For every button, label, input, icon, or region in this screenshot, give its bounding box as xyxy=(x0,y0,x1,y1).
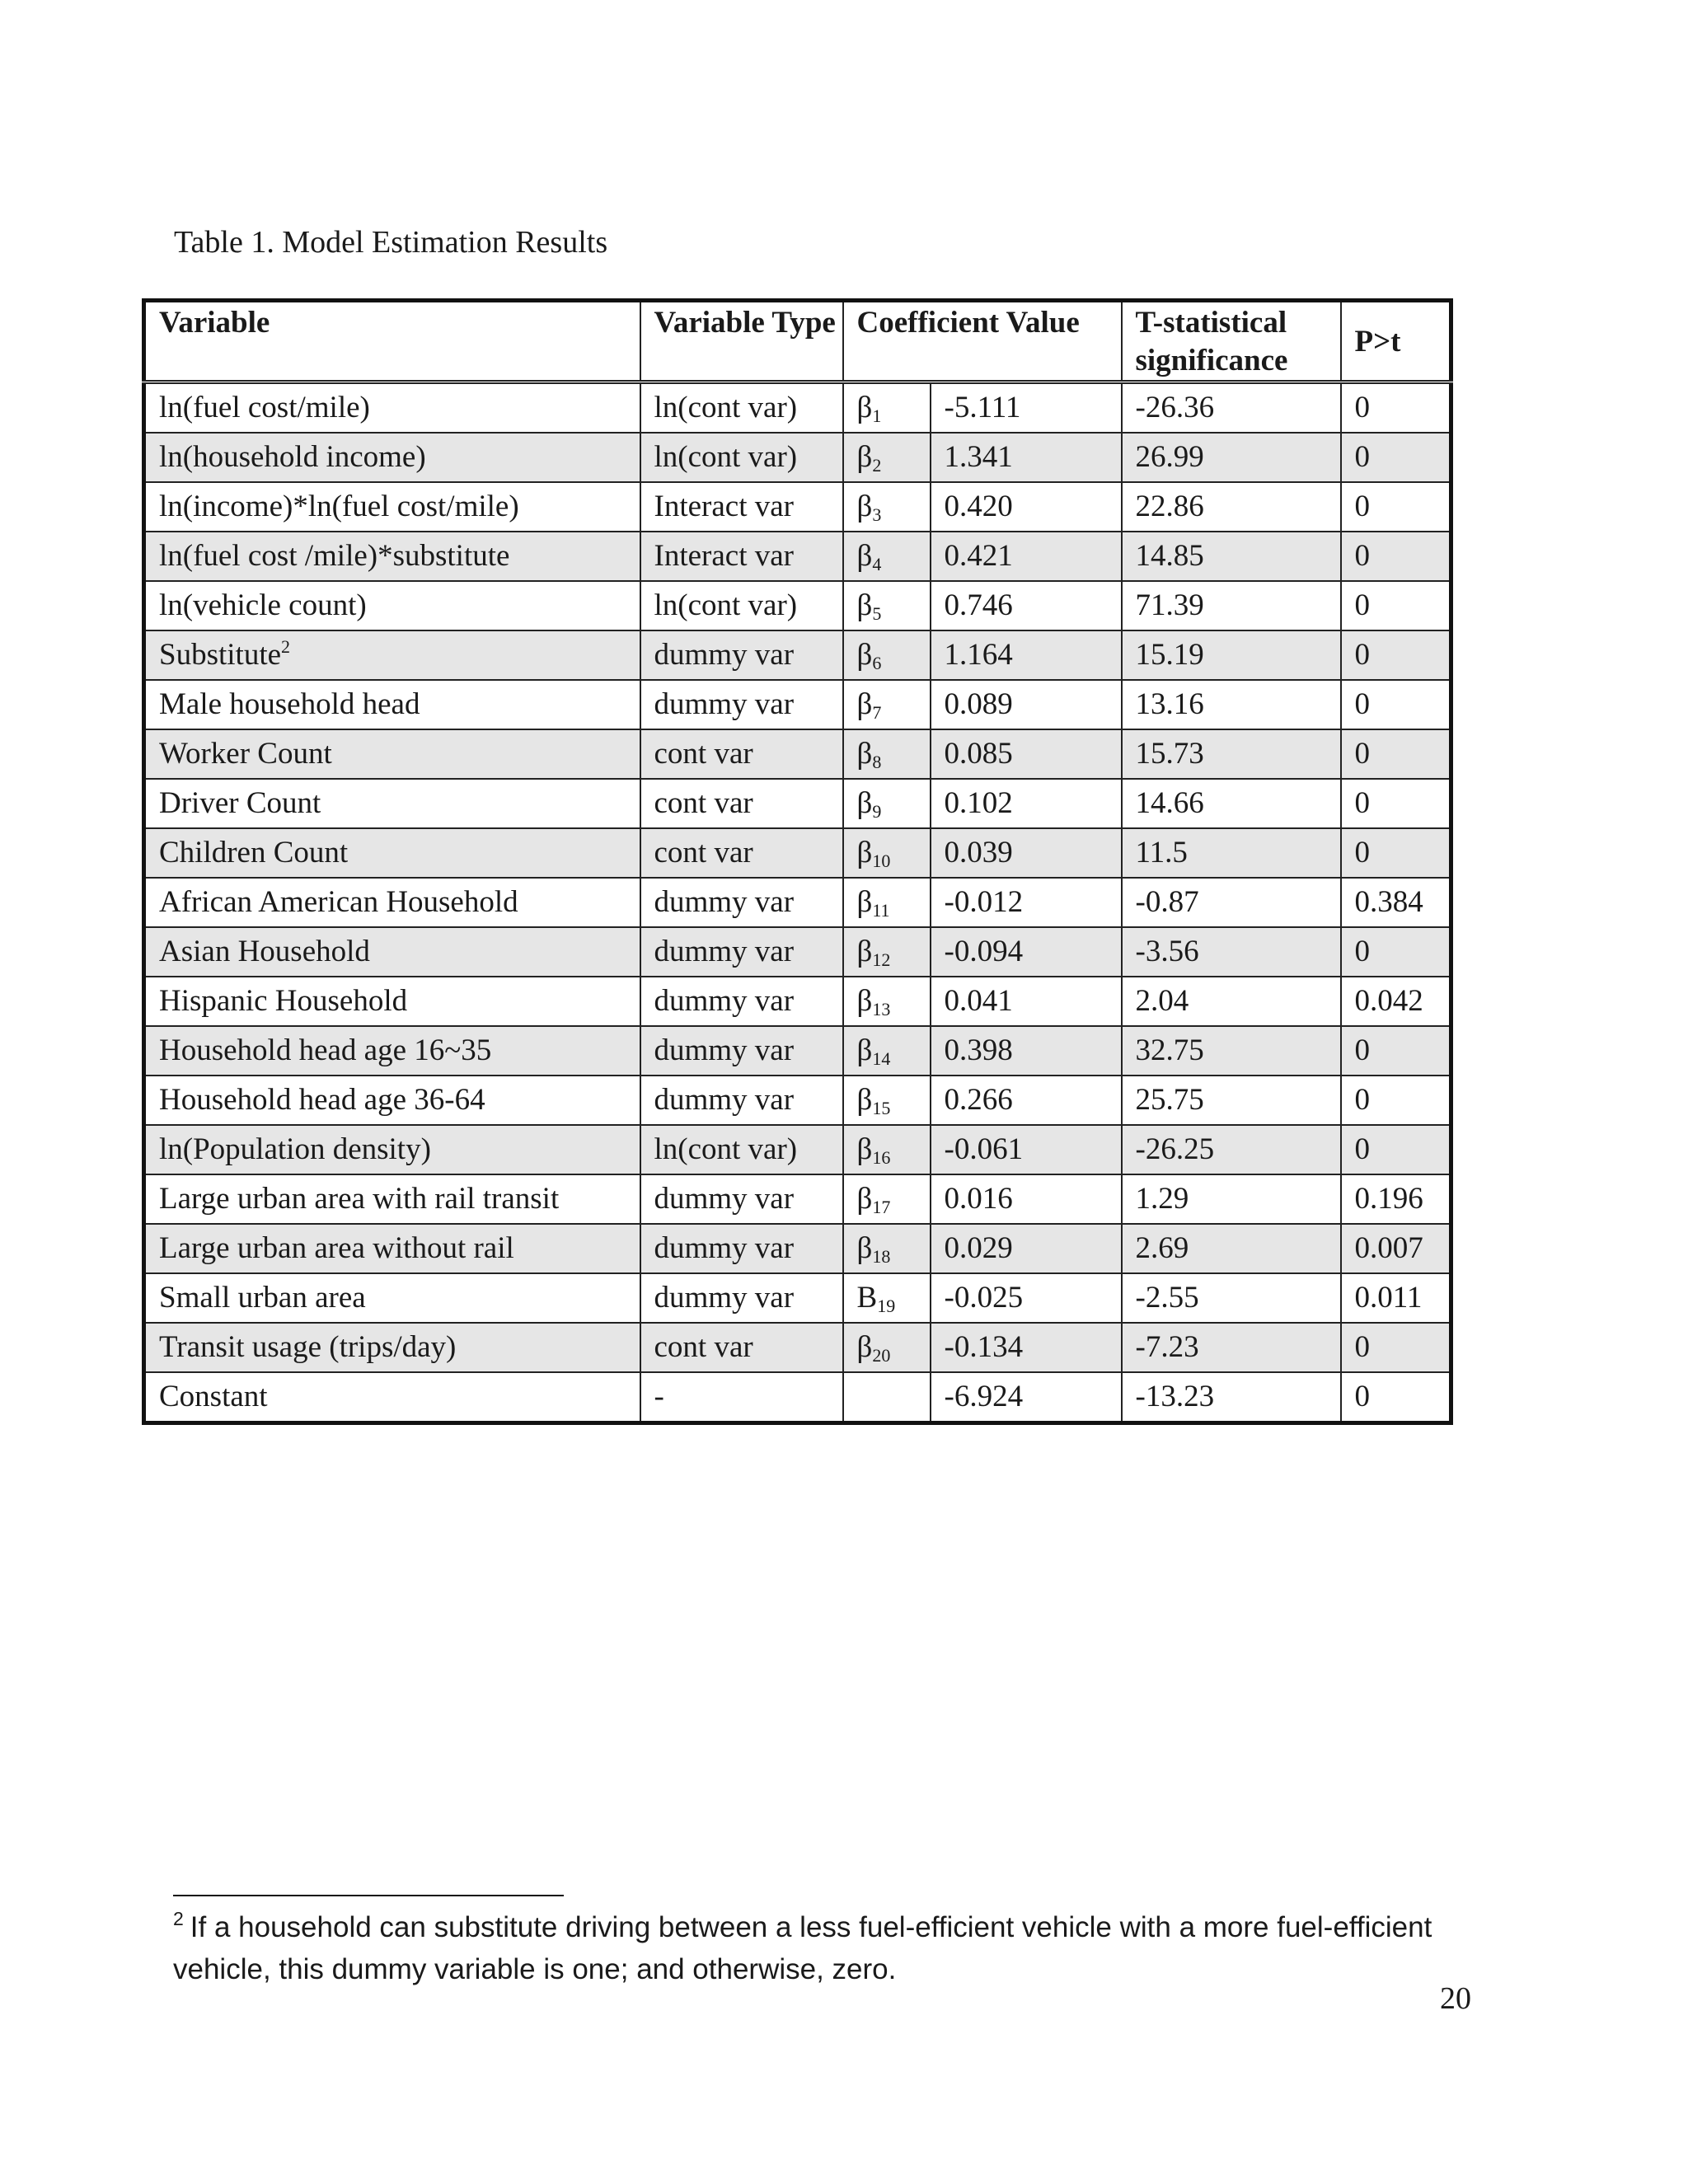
cell-coefficient-value: 0.029 xyxy=(931,1224,1122,1273)
cell-p-value: 0.042 xyxy=(1341,977,1451,1026)
table-row xyxy=(144,779,1451,828)
footnote-marker: 2 xyxy=(173,1908,184,1929)
table-row xyxy=(144,680,1451,729)
cell-coefficient-symbol xyxy=(843,433,931,482)
cell-variable-type: dummy var xyxy=(640,878,843,927)
variable-name: Transit usage (trips/day) xyxy=(159,1330,457,1364)
variable-name: African American Household xyxy=(159,885,518,919)
table-row xyxy=(144,482,1451,532)
cell-variable xyxy=(144,1323,640,1372)
cell-p-value: 0 xyxy=(1341,630,1451,680)
cell-variable xyxy=(144,482,640,532)
cell-coefficient-value: 0.746 xyxy=(931,581,1122,630)
table-row xyxy=(144,382,1451,434)
variable-name: ln(vehicle count) xyxy=(159,588,367,622)
cell-variable xyxy=(144,729,640,779)
cell-coefficient-value: -5.111 xyxy=(931,382,1122,434)
cell-coefficient-value: -0.012 xyxy=(931,878,1122,927)
coefficient-index: 3 xyxy=(872,504,882,525)
cell-t-statistic: -26.25 xyxy=(1122,1125,1341,1174)
cell-variable-type: dummy var xyxy=(640,927,843,977)
results-table xyxy=(142,298,1453,1425)
cell-coefficient-symbol xyxy=(843,680,931,729)
coefficient-symbol: β xyxy=(856,1182,873,1216)
table-caption: Table 1. Model Estimation Results xyxy=(174,225,608,260)
cell-t-statistic: -2.55 xyxy=(1122,1273,1341,1323)
coefficient-index: 14 xyxy=(872,1048,891,1069)
coefficient-index: 4 xyxy=(872,554,882,574)
variable-name: Hispanic Household xyxy=(159,984,408,1018)
cell-variable xyxy=(144,779,640,828)
cell-variable xyxy=(144,927,640,977)
coefficient-symbol: β xyxy=(856,490,873,523)
cell-t-statistic: 25.75 xyxy=(1122,1076,1341,1125)
page-number: 20 xyxy=(1440,1981,1471,2016)
table-body xyxy=(144,382,1451,1423)
table-row xyxy=(144,1174,1451,1224)
coefficient-index: 7 xyxy=(872,702,882,723)
cell-t-statistic: 2.04 xyxy=(1122,977,1341,1026)
table-row xyxy=(144,1026,1451,1076)
cell-t-statistic: 32.75 xyxy=(1122,1026,1341,1076)
cell-coefficient-value: 1.164 xyxy=(931,630,1122,680)
variable-name: Driver Count xyxy=(159,786,321,820)
table-row xyxy=(144,433,1451,482)
header-t-statistic: T-statistical significance xyxy=(1122,301,1341,382)
cell-p-value: 0.196 xyxy=(1341,1174,1451,1224)
cell-variable-type: cont var xyxy=(640,779,843,828)
cell-coefficient-symbol xyxy=(843,828,931,878)
table-row xyxy=(144,878,1451,927)
coefficient-symbol: β xyxy=(856,984,873,1018)
table-row xyxy=(144,1125,1451,1174)
cell-variable xyxy=(144,1273,640,1323)
cell-coefficient-value: 0.420 xyxy=(931,482,1122,532)
cell-p-value: 0.007 xyxy=(1341,1224,1451,1273)
cell-t-statistic: 22.86 xyxy=(1122,482,1341,532)
cell-t-statistic: 14.66 xyxy=(1122,779,1341,828)
cell-coefficient-symbol xyxy=(843,927,931,977)
cell-variable xyxy=(144,977,640,1026)
cell-p-value: 0 xyxy=(1341,581,1451,630)
coefficient-index: 18 xyxy=(872,1246,891,1267)
variable-name: Male household head xyxy=(159,687,420,721)
cell-coefficient-symbol xyxy=(843,1076,931,1125)
cell-variable-type: dummy var xyxy=(640,1076,843,1125)
cell-variable-type: ln(cont var) xyxy=(640,1125,843,1174)
cell-coefficient-symbol xyxy=(843,630,931,680)
cell-p-value: 0 xyxy=(1341,1076,1451,1125)
cell-coefficient-value: 0.398 xyxy=(931,1026,1122,1076)
variable-name: ln(fuel cost /mile)*substitute xyxy=(159,539,510,573)
variable-name: Substitute xyxy=(159,638,282,672)
variable-name: Asian Household xyxy=(159,935,370,968)
cell-variable-type: dummy var xyxy=(640,977,843,1026)
cell-t-statistic: -7.23 xyxy=(1122,1323,1341,1372)
cell-t-statistic: -3.56 xyxy=(1122,927,1341,977)
cell-coefficient-value: 0.266 xyxy=(931,1076,1122,1125)
cell-t-statistic: 15.73 xyxy=(1122,729,1341,779)
footnote-text: If a household can substitute driving between a less fuel-efficient vehicle with a more fuel-efficient vehicle, this dummy variable is one; and otherwise, zero. xyxy=(173,1911,1432,1985)
cell-t-statistic: -0.87 xyxy=(1122,878,1341,927)
variable-name: Small urban area xyxy=(159,1281,366,1315)
cell-t-statistic: -26.36 xyxy=(1122,382,1341,434)
table-row xyxy=(144,1323,1451,1372)
cell-t-statistic: 15.19 xyxy=(1122,630,1341,680)
variable-name: Large urban area with rail transit xyxy=(159,1182,560,1216)
cell-p-value: 0 xyxy=(1341,433,1451,482)
cell-coefficient-symbol xyxy=(843,1372,931,1423)
cell-variable-type: - xyxy=(640,1372,843,1423)
coefficient-index: 15 xyxy=(872,1098,891,1118)
cell-p-value: 0.384 xyxy=(1341,878,1451,927)
cell-coefficient-value: -0.134 xyxy=(931,1323,1122,1372)
table-header-row xyxy=(144,301,1451,382)
cell-coefficient-value: -0.025 xyxy=(931,1273,1122,1323)
coefficient-index: 5 xyxy=(872,603,882,624)
cell-variable xyxy=(144,1372,640,1423)
cell-variable xyxy=(144,1026,640,1076)
coefficient-symbol: β xyxy=(856,737,873,771)
footnote-rule xyxy=(173,1895,564,1896)
variable-name: Constant xyxy=(159,1380,268,1413)
table-row xyxy=(144,729,1451,779)
coefficient-symbol: β xyxy=(856,638,873,672)
cell-coefficient-symbol xyxy=(843,1026,931,1076)
cell-variable xyxy=(144,1125,640,1174)
cell-coefficient-value: 0.039 xyxy=(931,828,1122,878)
cell-p-value: 0 xyxy=(1341,482,1451,532)
cell-coefficient-symbol xyxy=(843,1174,931,1224)
cell-variable-type: dummy var xyxy=(640,1273,843,1323)
cell-coefficient-value: -6.924 xyxy=(931,1372,1122,1423)
cell-p-value: 0 xyxy=(1341,779,1451,828)
coefficient-index: 19 xyxy=(877,1296,896,1316)
cell-coefficient-symbol xyxy=(843,482,931,532)
variable-name: ln(Population density) xyxy=(159,1132,431,1166)
coefficient-index: 10 xyxy=(872,851,891,871)
cell-coefficient-value: 0.421 xyxy=(931,532,1122,581)
coefficient-symbol: β xyxy=(856,539,873,573)
cell-coefficient-symbol xyxy=(843,1224,931,1273)
header-p-value: P>t xyxy=(1341,301,1451,382)
cell-variable-type: Interact var xyxy=(640,482,843,532)
coefficient-symbol: β xyxy=(856,687,873,721)
cell-p-value: 0 xyxy=(1341,680,1451,729)
coefficient-symbol: β xyxy=(856,391,873,424)
coefficient-index: 8 xyxy=(872,752,882,772)
coefficient-symbol: β xyxy=(856,1083,873,1117)
cell-coefficient-value: 0.085 xyxy=(931,729,1122,779)
coefficient-index: 1 xyxy=(872,405,882,426)
coefficient-symbol: β xyxy=(856,1132,873,1166)
cell-variable xyxy=(144,433,640,482)
coefficient-symbol: β xyxy=(856,440,873,474)
cell-variable xyxy=(144,1076,640,1125)
coefficient-symbol: B xyxy=(856,1281,878,1315)
cell-coefficient-symbol xyxy=(843,878,931,927)
cell-p-value: 0 xyxy=(1341,1323,1451,1372)
cell-p-value: 0.011 xyxy=(1341,1273,1451,1323)
table-row xyxy=(144,1372,1451,1423)
cell-variable-type: dummy var xyxy=(640,1224,843,1273)
cell-variable-type: dummy var xyxy=(640,1026,843,1076)
cell-variable xyxy=(144,581,640,630)
cell-t-statistic: 14.85 xyxy=(1122,532,1341,581)
cell-coefficient-value: 0.102 xyxy=(931,779,1122,828)
coefficient-symbol: β xyxy=(856,588,873,622)
table-row xyxy=(144,1273,1451,1323)
cell-variable-type: dummy var xyxy=(640,1174,843,1224)
cell-coefficient-value: 0.089 xyxy=(931,680,1122,729)
variable-name: Large urban area without rail xyxy=(159,1231,514,1265)
cell-p-value: 0 xyxy=(1341,729,1451,779)
cell-coefficient-value: -0.061 xyxy=(931,1125,1122,1174)
cell-variable-type: cont var xyxy=(640,729,843,779)
variable-name: ln(fuel cost/mile) xyxy=(159,391,370,424)
coefficient-index: 11 xyxy=(872,900,890,921)
cell-variable xyxy=(144,1174,640,1224)
coefficient-index: 12 xyxy=(872,949,891,970)
table-row xyxy=(144,977,1451,1026)
coefficient-index: 20 xyxy=(872,1345,891,1366)
cell-variable-type: dummy var xyxy=(640,630,843,680)
coefficient-index: 16 xyxy=(872,1147,891,1168)
cell-p-value: 0 xyxy=(1341,1125,1451,1174)
cell-t-statistic: 1.29 xyxy=(1122,1174,1341,1224)
coefficient-index: 13 xyxy=(872,999,891,1019)
cell-variable-type: Interact var xyxy=(640,532,843,581)
footnote xyxy=(173,1906,1459,1990)
table-row xyxy=(144,581,1451,630)
cell-p-value: 0 xyxy=(1341,382,1451,434)
cell-p-value: 0 xyxy=(1341,1372,1451,1423)
cell-coefficient-symbol xyxy=(843,1323,931,1372)
cell-coefficient-symbol xyxy=(843,1125,931,1174)
cell-t-statistic: 71.39 xyxy=(1122,581,1341,630)
variable-name: ln(income)*ln(fuel cost/mile) xyxy=(159,490,519,523)
cell-t-statistic: 11.5 xyxy=(1122,828,1341,878)
coefficient-index: 17 xyxy=(872,1197,891,1217)
table-row xyxy=(144,532,1451,581)
variable-name: Household head age 36-64 xyxy=(159,1083,485,1117)
cell-p-value: 0 xyxy=(1341,1026,1451,1076)
coefficient-index: 6 xyxy=(872,653,882,673)
variable-name: Household head age 16~35 xyxy=(159,1033,492,1067)
table-row xyxy=(144,1224,1451,1273)
table-row xyxy=(144,828,1451,878)
cell-coefficient-value: 0.016 xyxy=(931,1174,1122,1224)
coefficient-symbol: β xyxy=(856,1231,873,1265)
cell-coefficient-symbol xyxy=(843,382,931,434)
coefficient-symbol: β xyxy=(856,836,873,869)
cell-coefficient-symbol xyxy=(843,1273,931,1323)
cell-variable-type: ln(cont var) xyxy=(640,433,843,482)
cell-p-value: 0 xyxy=(1341,532,1451,581)
cell-variable-type: cont var xyxy=(640,1323,843,1372)
cell-t-statistic: 26.99 xyxy=(1122,433,1341,482)
coefficient-symbol: β xyxy=(856,935,873,968)
cell-coefficient-symbol xyxy=(843,779,931,828)
header-variable-type: Variable Type xyxy=(640,301,843,382)
coefficient-index: 9 xyxy=(872,801,882,822)
table-row xyxy=(144,1076,1451,1125)
cell-p-value: 0 xyxy=(1341,927,1451,977)
cell-variable-type: cont var xyxy=(640,828,843,878)
cell-coefficient-value: 0.041 xyxy=(931,977,1122,1026)
cell-coefficient-symbol xyxy=(843,729,931,779)
cell-coefficient-value: -0.094 xyxy=(931,927,1122,977)
cell-variable xyxy=(144,532,640,581)
variable-name: Children Count xyxy=(159,836,349,869)
cell-variable xyxy=(144,382,640,434)
cell-t-statistic: -13.23 xyxy=(1122,1372,1341,1423)
cell-coefficient-symbol xyxy=(843,532,931,581)
table-row xyxy=(144,630,1451,680)
coefficient-symbol: β xyxy=(856,885,873,919)
cell-variable xyxy=(144,630,640,680)
table-row xyxy=(144,927,1451,977)
coefficient-symbol: β xyxy=(856,1330,873,1364)
coefficient-symbol: β xyxy=(856,1033,873,1067)
cell-variable-type: dummy var xyxy=(640,680,843,729)
header-coefficient-value: Coefficient Value xyxy=(843,301,1122,382)
cell-variable xyxy=(144,828,640,878)
cell-variable xyxy=(144,1224,640,1273)
variable-name: ln(household income) xyxy=(159,440,426,474)
coefficient-index: 2 xyxy=(872,455,882,476)
cell-t-statistic: 13.16 xyxy=(1122,680,1341,729)
variable-name: Worker Count xyxy=(159,737,332,771)
cell-variable xyxy=(144,680,640,729)
cell-variable-type: ln(cont var) xyxy=(640,382,843,434)
coefficient-symbol: β xyxy=(856,786,873,820)
cell-t-statistic: 2.69 xyxy=(1122,1224,1341,1273)
header-variable: Variable xyxy=(144,301,640,382)
cell-variable-type: ln(cont var) xyxy=(640,581,843,630)
cell-coefficient-symbol xyxy=(843,581,931,630)
cell-p-value: 0 xyxy=(1341,828,1451,878)
footnote-reference: 2 xyxy=(281,636,291,657)
cell-coefficient-symbol xyxy=(843,977,931,1026)
cell-variable xyxy=(144,878,640,927)
cell-coefficient-value: 1.341 xyxy=(931,433,1122,482)
